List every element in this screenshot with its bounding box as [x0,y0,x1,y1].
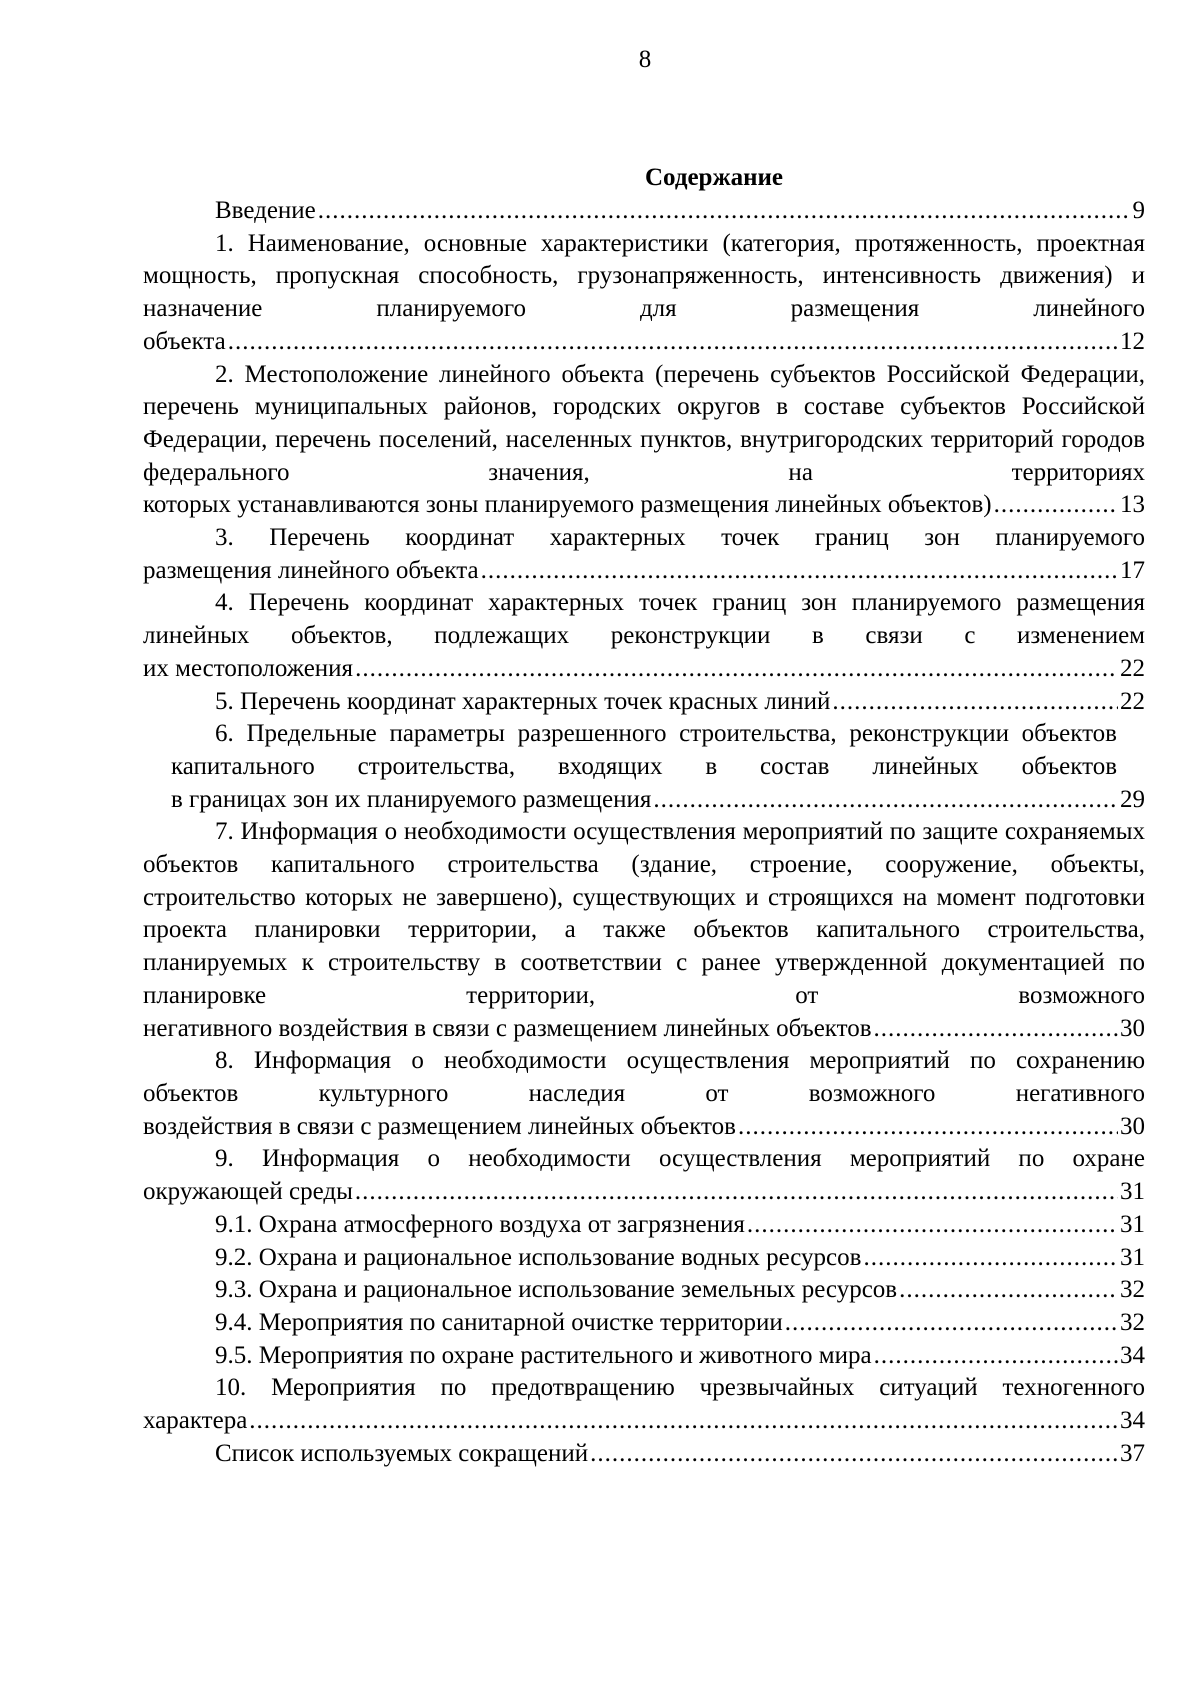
toc-entry-line [143,1405,1145,1438]
toc-entry[interactable] [143,522,1145,587]
toc-entry-title: негативного воздействия в связи с размещением линейных объектов [143,1014,872,1042]
toc-page-ref: 29 [1120,785,1145,813]
toc-entry-title: которых устанавливаются зоны планируемого размещения линейных объектов) [143,491,992,519]
dot-leader [785,1307,1118,1340]
toc-entry-title: в границах зон их планируемого размещения [171,785,652,813]
toc-page-ref: 17 [1120,556,1145,584]
toc-page-ref: 30 [1120,1014,1145,1042]
toc-entry-title: 9.5. Мероприятия по охране растительного и животного мира [215,1341,872,1369]
toc-entry-text: 9. Информация о необходимости осуществления мероприятий по охране [215,1145,1145,1173]
toc-entry-title: окружающей среды [143,1178,353,1206]
toc-entry-text: 8. Информация о необходимости осуществления мероприятий по сохранению объектов культурного наследия от возможного негативного [143,1047,1145,1107]
toc-entry[interactable] [143,1143,1145,1208]
toc-entry[interactable] [143,718,1145,816]
toc-entry-title: характера [143,1407,248,1435]
toc-page-ref: 32 [1120,1308,1145,1336]
toc-entry-title: их местоположения [143,654,354,682]
toc-entry-line [143,489,1145,522]
dot-leader [832,686,1118,719]
toc-page-ref: 13 [1120,491,1145,519]
toc-entry-title: 5. Перечень координат характерных точек красных линий [215,687,831,715]
toc-entry[interactable] [143,1209,1145,1242]
toc-entry-line [143,195,1145,228]
toc-entry-text: 1. Наименование, основные характеристики (категория, протяженность, проектная мощность, пропускная способность, грузонапряженность, интенсивность движения) и назначение планируемого для размещения линейного [143,229,1145,323]
dot-leader [874,1340,1118,1373]
toc-entry-text: 7. Информация о необходимости осуществления мероприятий по защите сохраняемых объектов капитального строительства (здание, строение, сооружение, объекты, строительство которых не завершено), существующих и строящихся на момент подготовки проекта планировки территории, а также объектов капитального строительства, планируемых к строительству в соответствии с ранее утвержденной документацией по планировке территории, от возможного [143,818,1145,1009]
toc-entry-title: 9.4. Мероприятия по санитарной очистке территории [215,1308,783,1336]
toc-page-ref: 22 [1120,687,1145,715]
toc-entry[interactable] [143,587,1145,685]
toc-entry-title: 9.2. Охрана и рациональное использование водных ресурсов [215,1243,862,1271]
toc-entry[interactable] [143,228,1145,359]
page-number: 8 [638,46,652,73]
toc-entries [143,195,1145,1470]
toc-entry-text: 6. Предельные параметры разрешенного строительства, реконструкции объектов капитального строительства, входящих в состав линейных объектов [171,720,1117,780]
dot-leader [874,1013,1118,1046]
toc-entry-line [143,1209,1145,1242]
toc-entry[interactable] [143,1242,1145,1275]
toc-entry-title: объекта [143,327,226,355]
dot-leader [481,555,1118,588]
dot-leader [228,326,1118,359]
dot-leader [318,195,1131,228]
toc-page-ref: 31 [1120,1178,1145,1206]
toc-title: Содержание [644,164,783,191]
toc-page-ref: 30 [1120,1112,1145,1140]
toc-page-ref: 22 [1120,654,1145,682]
toc-entry[interactable] [143,1438,1145,1471]
toc-entry[interactable] [143,1307,1145,1340]
toc-entry-title: воздействия в связи с размещением линейных объектов [143,1112,736,1140]
toc-entry-line [143,1307,1145,1340]
toc-entry-line [143,555,1145,588]
toc-entry[interactable] [143,1340,1145,1373]
toc-entry[interactable] [143,195,1145,228]
toc-entry-text: 3. Перечень координат характерных точек границ зон планируемого [215,524,1145,552]
toc-page-ref: 37 [1120,1439,1145,1467]
toc-entry[interactable] [143,359,1145,523]
dot-leader [863,1242,1118,1275]
toc-page-ref: 32 [1120,1276,1145,1304]
toc-entry-title: Введение [215,197,316,224]
toc-entry-title: 9.1. Охрана атмосферного воздуха от загрязнения [215,1210,745,1238]
dot-leader [355,653,1118,686]
toc-page-ref: 34 [1120,1341,1145,1369]
toc-entry-line [143,1013,1145,1046]
toc-entry-title: размещения линейного объекта [143,556,479,584]
toc-entry-line [143,326,1145,359]
dot-leader [249,1405,1118,1438]
toc-entry-title: 9.3. Охрана и рациональное использование земельных ресурсов [215,1276,898,1304]
toc-entry[interactable] [143,686,1145,719]
toc-entry-text: 2. Местоположение линейного объекта (перечень субъектов Российской Федерации, перечень муниципальных районов, городских округов в составе субъектов Российской Федерации, перечень поселений, населенных пунктов, внутригородских территорий городов федерального значения, на территориях [143,360,1145,486]
dot-leader [590,1438,1118,1471]
toc-page-ref: 12 [1120,327,1145,355]
toc-entry[interactable] [143,816,1145,1045]
toc-entry-line [143,1242,1145,1275]
toc-entry-title: Список используемых сокращений [215,1439,589,1467]
toc-entry-line [171,784,1145,817]
toc-page-ref: 34 [1120,1407,1145,1435]
toc-entry-line [143,686,1145,719]
dot-leader [747,1209,1118,1242]
toc-page-ref: 31 [1120,1243,1145,1271]
toc-entry-line [143,1340,1145,1373]
dot-leader [355,1176,1118,1209]
toc-entry-text: 4. Перечень координат характерных точек границ зон планируемого размещения линейных объектов, подлежащих реконструкции в связи с изменением [143,589,1145,650]
toc-entry-line [143,653,1145,686]
toc-entry-line [143,1438,1145,1471]
toc-page-ref: 9 [1132,197,1145,224]
dot-leader [738,1111,1118,1144]
table-of-contents [143,162,1145,1470]
toc-entry-line [143,1274,1145,1307]
dot-leader [653,784,1118,817]
toc-page-ref: 31 [1120,1210,1145,1238]
dot-leader [994,489,1118,522]
toc-entry-line [143,1111,1145,1144]
toc-entry-text: 10. Мероприятия по предотвращению чрезвычайных ситуаций техногенного [215,1374,1145,1402]
dot-leader [899,1274,1118,1307]
toc-entry[interactable] [143,1372,1145,1437]
toc-entry[interactable] [143,1045,1145,1143]
toc-entry-line [143,1176,1145,1209]
toc-entry[interactable] [143,1274,1145,1307]
